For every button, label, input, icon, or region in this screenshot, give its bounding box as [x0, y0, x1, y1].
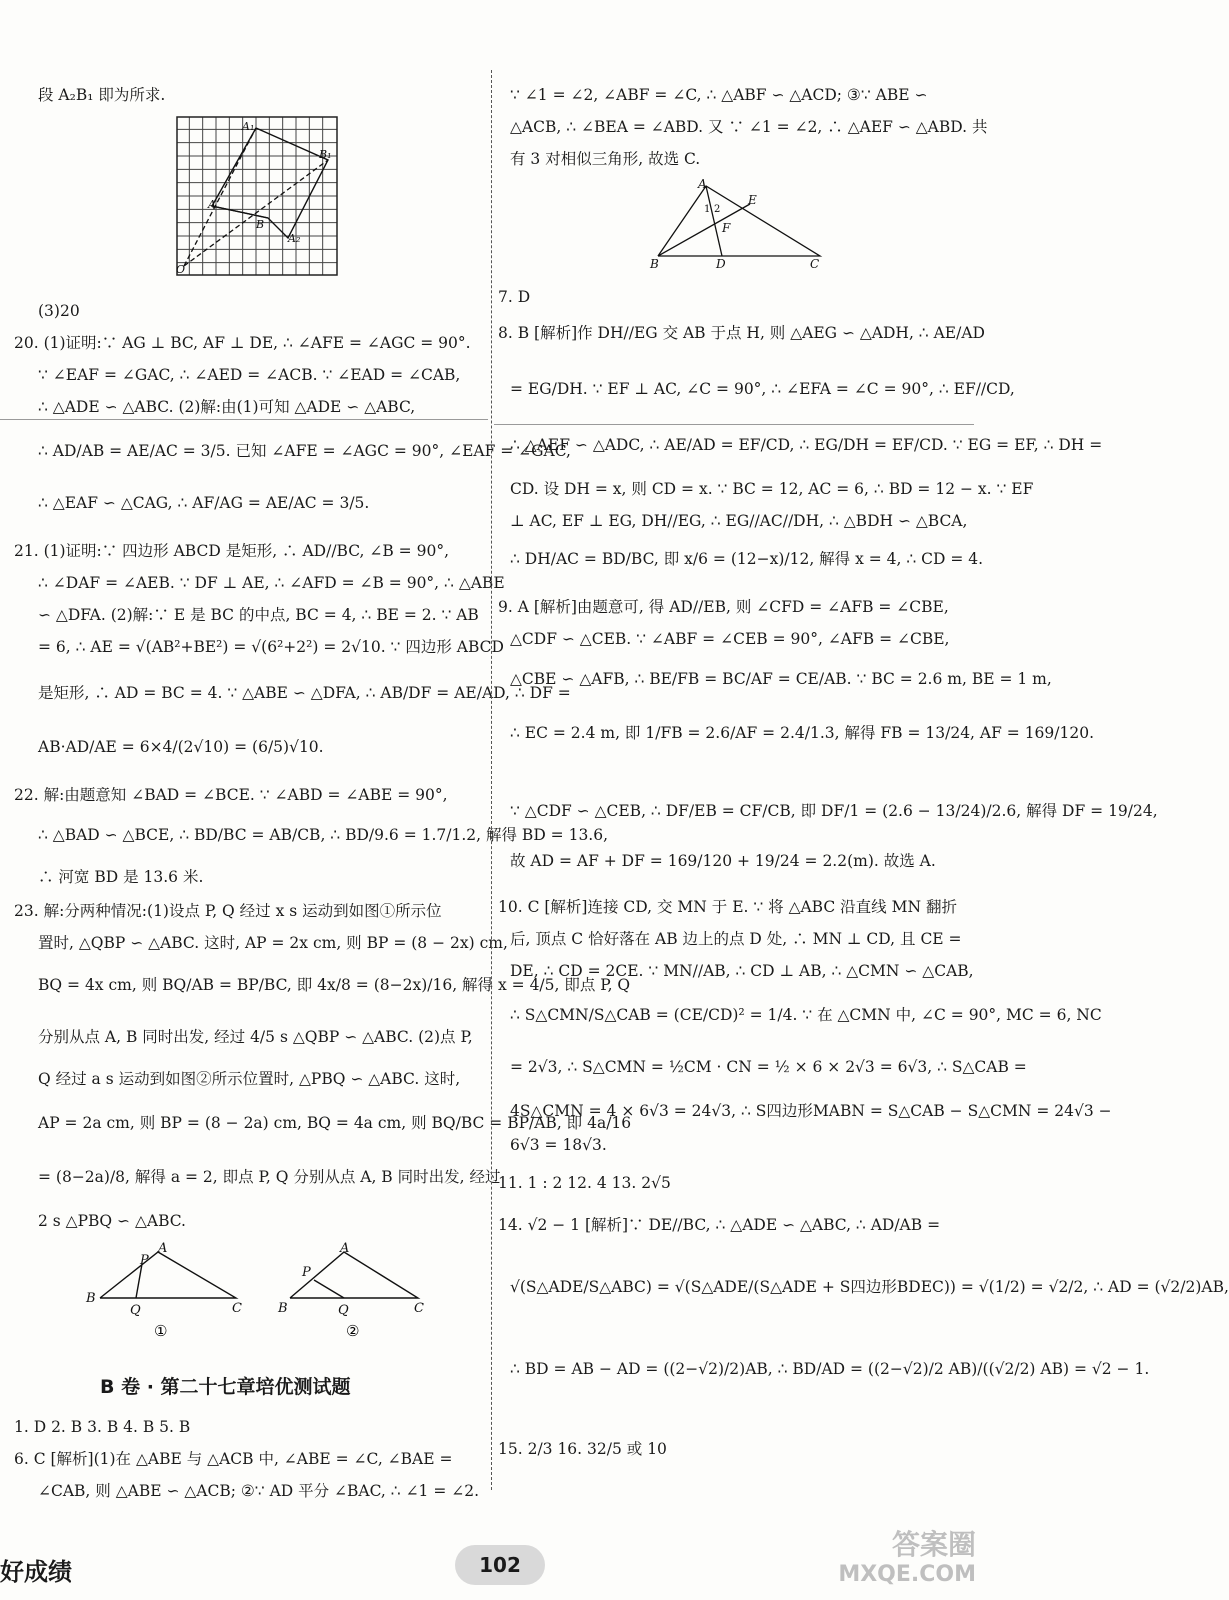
figure-label-2: ② [346, 1322, 360, 1340]
text-line: 后, 顶点 C 恰好落在 AB 边上的点 D 处, ∴ MN ⊥ CD, 且 CE = [510, 930, 962, 948]
watermark-line-2: MXQE.COM [838, 1562, 976, 1587]
text-line: 21. (1)证明:∵ 四边形 ABCD 是矩形, ∴ AD//BC, ∠B = 90°, [14, 542, 449, 560]
text-line: Q 经过 a s 运动到如图②所示位置时, △PBQ ∽ △ABC. 这时, [38, 1070, 461, 1088]
figure-label-1: ① [154, 1322, 168, 1340]
text-line: 故 AD = AF + DF = 169/120 + 19/24 = 2.2(m). 故选 A. [510, 852, 936, 870]
svg-text:A: A [208, 198, 216, 211]
svg-text:D: D [716, 257, 726, 271]
text-line: BQ = 4x cm, 则 BQ/AB = BP/BC, 即 4x/8 = (8−2x)/16, 解得 x = 4/5, 即点 P, Q [38, 976, 631, 994]
svg-text:A: A [158, 1241, 168, 1256]
brand-logo: 好成绩 [0, 1558, 72, 1586]
svg-text:A₁: A₁ [242, 120, 255, 133]
text-line: 6. C [解析](1)在 △ABE 与 △ACB 中, ∠ABE = ∠C, ∠BAE = [14, 1450, 453, 1468]
text-line: ∴ S△CMN/S△CAB = (CE/CD)² = 1/4. ∵ 在 △CMN 中, ∠C = 90°, MC = 6, NC [510, 1006, 1102, 1024]
watermark-line-1: 答案圈 [891, 1528, 976, 1561]
svg-text:A: A [340, 1241, 350, 1256]
section-title: B 卷 · 第二十七章培优测试题 [100, 1376, 351, 1398]
text-line: 分别从点 A, B 同时出发, 经过 4/5 s △QBP ∽ △ABC. (2)点 P, [38, 1028, 473, 1046]
text-line: ∴ △EAF ∽ △CAG, ∴ AF/AG = AE/AC = 3/5. [38, 494, 370, 512]
answers-line: 1. D 2. B 3. B 4. B 5. B [14, 1418, 191, 1436]
text-line: ∽ △DFA. (2)解:∵ E 是 BC 的中点, BC = 4, ∴ BE = 2. ∵ AB [38, 606, 479, 624]
svg-text:1: 1 [704, 204, 711, 215]
text-line: DE, ∴ CD = 2CE. ∵ MN//AB, ∴ CD ⊥ AB, ∴ △CMN ∽ △CAB, [510, 962, 974, 980]
text-line: ∴ △BAD ∽ △BCE, ∴ BD/BC = AB/CB, ∴ BD/9.6 = 1.7/1.2, 解得 BD = 13.6, [38, 826, 609, 844]
text-line: 6√3 = 18√3. [510, 1136, 607, 1154]
svg-text:E: E [748, 193, 757, 207]
text-line: = EG/DH. ∵ EF ⊥ AC, ∠C = 90°, ∴ ∠EFA = ∠C = 90°, ∴ EF//CD, [510, 380, 1015, 398]
text-line: △ACB, ∴ ∠BEA = ∠ABD. 又 ∵ ∠1 = ∠2, ∴ △AEF ∽ △ABD. 共 [510, 118, 988, 136]
page-number: 102 [455, 1545, 545, 1585]
text-line: ⊥ AC, EF ⊥ EG, DH//EG, ∴ EG//AC//DH, ∴ △BDH ∽ △BCA, [510, 512, 968, 530]
text-line: ∴ ∠DAF = ∠AEB. ∵ DF ⊥ AE, ∴ ∠AFD = ∠B = 90°, ∴ △ABE [38, 574, 505, 592]
svg-text:A₂: A₂ [288, 232, 301, 245]
text-line: 4S△CMN = 4 × 6√3 = 24√3, ∴ S四边形MABN = S△CAB − S△CMN = 24√3 − [510, 1102, 1112, 1120]
svg-text:C: C [232, 1301, 242, 1316]
svg-text:B: B [86, 1291, 96, 1306]
text-line: 11. 1 : 2 12. 4 13. 2√5 [498, 1174, 671, 1192]
text-line: 22. 解:由题意知 ∠BAD = ∠BCE. ∵ ∠ABD = ∠ABE = 90°, [14, 786, 448, 804]
svg-text:O: O [176, 263, 186, 276]
text-line: = 2√3, ∴ S△CMN = ½CM · CN = ½ × 6 × 2√3 = 6√3, ∴ S△CAB = [510, 1058, 1027, 1076]
text-line: ∵ ∠1 = ∠2, ∠ABF = ∠C, ∴ △ABF ∽ △ACD; ③∵ ABE ∽ [510, 86, 928, 104]
column-divider [491, 70, 492, 1490]
text-line: AB·AD/AE = 6×4/(2√10) = (6/5)√10. [38, 738, 324, 756]
triangle-figures [86, 1240, 446, 1340]
grid-construction-figure [176, 116, 338, 276]
text-line: 8. B [解析]作 DH//EG 交 AB 于点 H, 则 △AEG ∽ △ADH, ∴ AE/AD [498, 324, 985, 342]
svg-text:B₁: B₁ [319, 148, 332, 161]
text-line: ∴ EC = 2.4 m, 即 1/FB = 2.6/AF = 2.4/1.3, 解得 FB = 13/24, AF = 169/120. [510, 724, 1095, 742]
text-line: CD. 设 DH = x, 则 CD = x. ∵ BC = 12, AC = 6, ∴ BD = 12 − x. ∵ EF [510, 480, 1034, 498]
triangle-figure-abc [650, 178, 830, 270]
text-line: △CBE ∽ △AFB, ∴ BE/FB = BC/AF = CE/AB. ∵ BC = 2.6 m, BE = 1 m, [510, 670, 1052, 688]
text-line: = 6, ∴ AE = √(AB²+BE²) = √(6²+2²) = 2√10. ∵ 四边形 ABCD [38, 638, 504, 656]
text-line: 2 s △PBQ ∽ △ABC. [38, 1212, 186, 1230]
text-line: 10. C [解析]连接 CD, 交 MN 于 E. ∵ 将 △ABC 沿直线 MN 翻折 [498, 898, 957, 916]
svg-text:P: P [140, 1253, 149, 1268]
text-line: 7. D [498, 288, 531, 306]
text-line: √(S△ADE/S△ABC) = √(S△ADE/(S△ADE + S四边形BDEC)) = √(1/2) = √2/2, ∴ AD = (√2/2)AB, [510, 1278, 1229, 1296]
text-line: △CDF ∽ △CEB. ∵ ∠ABF = ∠CEB = 90°, ∠AFB = ∠CBE, [510, 630, 950, 648]
svg-text:P: P [302, 1265, 311, 1280]
rule [0, 419, 488, 420]
text-line: ∴ AD/AB = AE/AC = 3/5. 已知 ∠AFE = ∠AGC = 90°, ∠EAF = ∠GAC, [38, 442, 571, 460]
text-line: 23. 解:分两种情况:(1)设点 P, Q 经过 x s 运动到如图①所示位 [14, 902, 442, 920]
svg-text:C: C [414, 1301, 424, 1316]
watermark [838, 1530, 976, 1590]
text-line: 14. √2 − 1 [解析]∵ DE//BC, ∴ △ADE ∽ △ABC, ∴ AD/AB = [498, 1216, 941, 1234]
svg-text:Q: Q [338, 1303, 349, 1318]
svg-text:2: 2 [714, 204, 721, 215]
text-line: 有 3 对相似三角形, 故选 C. [510, 150, 701, 168]
svg-text:C: C [810, 257, 820, 271]
text-line: 是矩形, ∴ AD = BC = 4. ∵ △ABE ∽ △DFA, ∴ AB/DF = AE/AD, ∴ DF = [38, 684, 571, 702]
text-line: ∴ △ADE ∽ △ABC. (2)解:由(1)可知 △ADE ∽ △ABC, [38, 398, 416, 416]
text-line: 置时, △QBP ∽ △ABC. 这时, AP = 2x cm, 则 BP = (8 − 2x) cm, [38, 934, 508, 952]
text-line: 20. (1)证明:∵ AG ⊥ BC, AF ⊥ DE, ∴ ∠AFE = ∠AGC = 90°. [14, 334, 471, 352]
text-line: 9. A [解析]由题意可, 得 AD//EB, 则 ∠CFD = ∠AFB = ∠CBE, [498, 598, 949, 616]
svg-text:A: A [698, 177, 707, 191]
text-line: ∴ DH/AC = BD/BC, 即 x/6 = (12−x)/12, 解得 x = 4, ∴ CD = 4. [510, 550, 984, 568]
text-line: ∴ BD = AB − AD = ((2−√2)/2)AB, ∴ BD/AD = ((2−√2)/2 AB)/((√2/2) AB) = √2 − 1. [510, 1360, 1150, 1378]
text-line: ∠CAB, 则 △ABE ∽ △ACB; ②∵ AD 平分 ∠BAC, ∴ ∠1 = ∠2. [38, 1482, 480, 1500]
text-line: AP = 2a cm, 则 BP = (8 − 2a) cm, BQ = 4a cm, 则 BQ/BC = BP/AB, 即 4a/16 [38, 1114, 632, 1132]
text-line: ∴ △AEF ∽ △ADC, ∴ AE/AD = EF/CD, ∴ EG/DH = EF/CD. ∵ EG = EF, ∴ DH = [510, 436, 1103, 454]
svg-text:B: B [650, 257, 659, 271]
text-line: ∵ ∠EAF = ∠GAC, ∴ ∠AED = ∠ACB. ∵ ∠EAD = ∠CAB, [38, 366, 461, 384]
text-line: ∴ 河宽 BD 是 13.6 米. [38, 868, 204, 886]
text-line: 15. 2/3 16. 32/5 或 10 [498, 1440, 667, 1458]
rule [494, 424, 974, 425]
svg-text:F: F [722, 221, 731, 235]
text-line: (3)20 [38, 302, 80, 320]
text-line: = (8−2a)/8, 解得 a = 2, 即点 P, Q 分别从点 A, B 同时出发, 经过 [38, 1168, 501, 1186]
text-line: ∵ △CDF ∽ △CEB, ∴ DF/EB = CF/CB, 即 DF/1 = (2.6 − 13/24)/2.6, 解得 DF = 19/24, [510, 802, 1158, 820]
text-line: 段 A₂B₁ 即为所求. [38, 86, 166, 104]
svg-text:B: B [278, 1301, 288, 1316]
svg-text:Q: Q [130, 1303, 141, 1318]
svg-text:B: B [256, 218, 265, 231]
